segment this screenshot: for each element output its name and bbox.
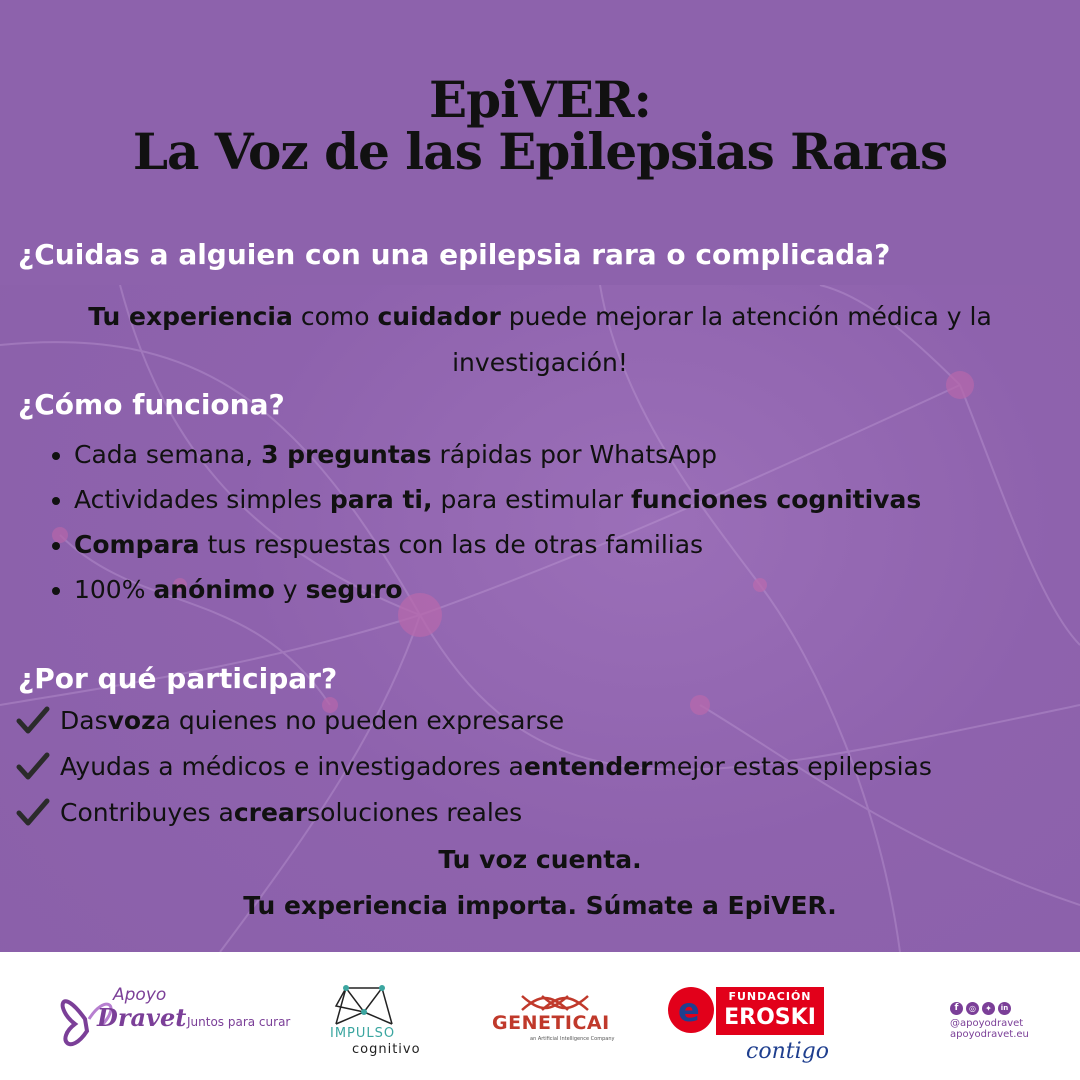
item-text: Actividades simples [74,485,330,514]
item-bold: Compara [74,530,200,559]
twitter-icon[interactable]: ✦ [982,1002,995,1015]
benefit-text: a quienes no pueden expresarse [155,705,565,735]
item-bold: anónimo [153,575,275,604]
closing-line-2: Tu experiencia importa. Súmate a EpiVER. [243,891,837,920]
apoyo-dravet-logo [55,977,305,1057]
item-bold: funciones cognitivas [631,485,922,514]
list-item [74,432,921,477]
item-text: rápidas por WhatsApp [431,440,718,469]
list-item [74,567,921,612]
dravet-text: Dravet [97,1003,187,1032]
benefit-row [16,751,932,781]
item-bold: para ti, [329,485,433,514]
title-line-2: La Voz de las Epilepsias Raras [132,122,948,181]
geneticai-logo [490,994,620,1054]
eroski-text: EROSKI [724,1005,816,1030]
benefit-bold: crear [233,797,308,827]
intro-bold-1: Tu experiencia [88,302,293,331]
benefit-bold: voz [107,705,156,735]
impulso-text: IMPULSO [330,1026,396,1041]
impulso-cognitivo-logo [330,982,440,1062]
eroski-red-box [716,987,824,1035]
social-icons [950,1002,1070,1015]
how-it-works-heading: ¿Cómo funciona? [18,388,285,421]
benefit-text: Ayudas a médicos e investigadores a [60,751,524,781]
brain-network-icon [332,982,396,1026]
benefit-bold: entender [523,751,653,781]
social-handle[interactable]: @apoyodravet [950,1018,1024,1029]
cognitivo-text: cognitivo [352,1042,421,1057]
item-text: Cada semana, [74,440,262,469]
item-text: tus respuestas con las de otras familias [199,530,704,559]
caregiver-question-heading: ¿Cuidas a alguien con una epilepsia rara o complicada? [18,238,891,271]
intro-text-1: como [292,302,378,331]
benefit-text: Contribuyes a [60,797,234,827]
facebook-icon[interactable]: f [950,1002,963,1015]
fundacion-eroski-logo [668,987,828,1077]
dna-icon [520,994,590,1012]
title-line-1: EpiVER: [429,70,651,129]
closing-line-1: Tu voz cuenta. [438,845,642,874]
benefit-text: mejor estas epilepsias [652,751,932,781]
item-text: para estimular [432,485,632,514]
instagram-icon[interactable]: ◎ [966,1002,979,1015]
how-it-works-list [48,432,921,612]
benefit-text: soluciones reales [307,797,523,827]
list-item [74,477,921,522]
intro-bold-2: cuidador [377,302,501,331]
apoyo-text: Apoyo [113,985,167,1005]
item-bold: 3 preguntas [261,440,432,469]
benefit-row [16,797,522,827]
item-text: 100% [74,575,154,604]
item-text: y [274,575,306,604]
why-participate-heading: ¿Por qué participar? [18,662,338,695]
fundacion-text: FUNDACIÓN [728,990,812,1003]
geneticai-name: GENETICAI [492,1012,610,1034]
benefit-text: Das [60,705,108,735]
geneticai-subtitle: an Artificial Intelligence Company [530,1036,615,1042]
intro-paragraph [20,294,1060,386]
linkedin-icon[interactable]: in [998,1002,1011,1015]
social-links [950,1002,1070,1062]
benefit-row [16,705,564,735]
eroski-e-icon: e [668,987,714,1033]
intro-text-2: puede mejorar la atención médica y la investigación! [452,302,992,377]
footer-logos [0,952,1080,1080]
check-icon [16,751,50,781]
check-icon [16,705,50,735]
contigo-text: contigo [746,1039,829,1064]
apoyo-tagline: Juntos para curar [187,1015,291,1029]
list-item [74,522,921,567]
item-bold: seguro [305,575,403,604]
website-link[interactable]: apoyodravet.eu [950,1029,1029,1040]
check-icon [16,797,50,827]
